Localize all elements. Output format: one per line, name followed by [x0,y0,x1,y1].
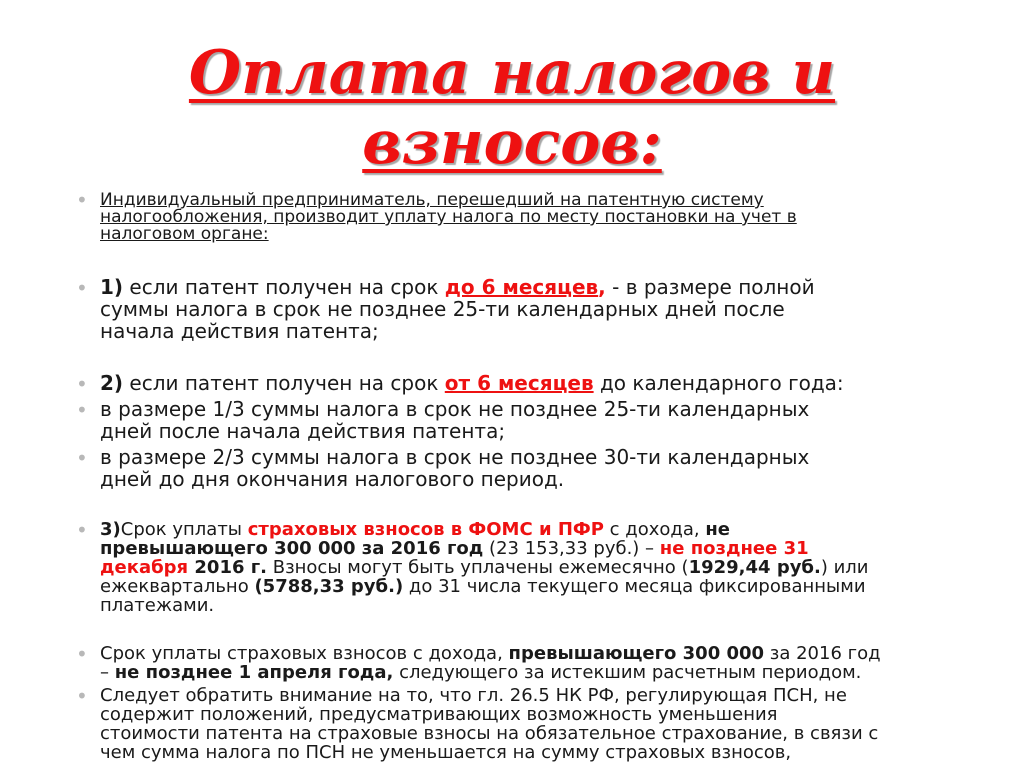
item-3-line [100,577,869,596]
bullet-icon: • [76,398,88,422]
bullet-icon: • [76,446,88,470]
text: (5788,33 руб.) [254,576,404,597]
text: дней до дня окончания налогового период. [100,467,565,491]
item-1-line: начала действия патента; [100,319,379,343]
item-2b [100,446,809,490]
text: дней после начала действия патента; [100,419,506,443]
text: до 31 числа текущего месяца фиксированными [403,576,866,597]
item-1 [100,276,815,342]
intro-line: Индивидуальный предприниматель, перешедший на патентную систему [100,190,764,210]
text: Взносы могут быть уплачены ежемесячно ( [267,557,689,578]
text: - в размере полной [605,275,815,299]
item-2 [100,372,844,394]
bullet-icon: • [76,684,88,708]
item-number: 2) [100,371,124,395]
item-3-line: платежами. [100,595,215,616]
highlight-term: декабря [100,557,189,578]
item-3 [100,520,869,615]
page-title [0,38,1024,178]
item-3-line [100,520,869,539]
item-5-line: Следует обратить внимание на то, что гл. 26.5 НК РФ, регулирующая ПСН, не [100,685,847,706]
text: (23 153,33 руб.) [483,538,640,559]
intro-paragraph [100,192,797,243]
text: превышающего 300 000 за 2016 год [100,538,484,559]
bullet-icon: • [76,188,88,212]
text: превышающего 300 000 [508,643,765,664]
bullet-icon: • [76,276,88,300]
intro-line: налогообложения, производит уплату налога по месту постановки на учет в [100,207,797,227]
text: в размере 1/3 суммы налога в срок не позднее 25-ти календарных [100,397,810,421]
intro-line: налоговом органе: [100,224,269,244]
text: – [639,538,660,559]
item-5-line: чем сумма налога по ПСН не уменьшается на сумму страховых взносов, [100,742,792,763]
text: не [705,519,730,540]
text: ) или [820,557,869,578]
item-5 [100,686,878,762]
text: в размере 2/3 суммы налога в срок не позднее 30-ти календарных [100,445,810,469]
text: с дохода, [603,519,706,540]
highlight-term: от 6 месяцев [444,371,594,395]
highlight-term: до 6 месяцев [444,275,599,299]
item-3-line [100,539,869,558]
item-number: 3) [100,519,121,540]
item-4-line [100,644,881,663]
text: до календарного года: [593,371,844,395]
title-line-2: взносов: [362,108,662,178]
item-3-line [100,558,869,577]
item-5-line: стоимости патента на страховые взносы на обязательное страхование, в связи с [100,723,879,744]
bullet-icon: • [76,372,88,396]
text: следующего за истекшим расчетным периодом. [393,662,862,683]
text: 2016 г. [188,557,267,578]
text: , [598,275,606,299]
bullet-icon: • [76,518,88,542]
bullet-icon: • [76,642,88,666]
text: не позднее 1 апреля года, [114,662,394,683]
text: если патент получен на срок [123,275,445,299]
item-1-line [100,276,815,298]
item-4-line [100,663,881,682]
text: Срок уплаты [120,519,248,540]
item-4 [100,644,881,682]
item-number: 1) [100,275,124,299]
text: ежеквартально [100,576,255,597]
text: – [100,662,115,683]
item-5-line: содержит положений, предусматривающих возможность уменьшения [100,704,778,725]
text: 1929,44 руб. [688,557,821,578]
highlight-term: не позднее 31 [659,538,809,559]
text: за 2016 год [764,643,881,664]
title-line-1: Оплата налогов и [188,38,836,108]
item-2a [100,398,809,442]
item-1-line: суммы налога в срок не позднее 25-ти календарных дней после [100,297,785,321]
text: если патент получен на срок [123,371,445,395]
text: Срок уплаты страховых взносов с дохода, [100,643,509,664]
highlight-term: страховых взносов в ФОМС и ПФР [247,519,604,540]
